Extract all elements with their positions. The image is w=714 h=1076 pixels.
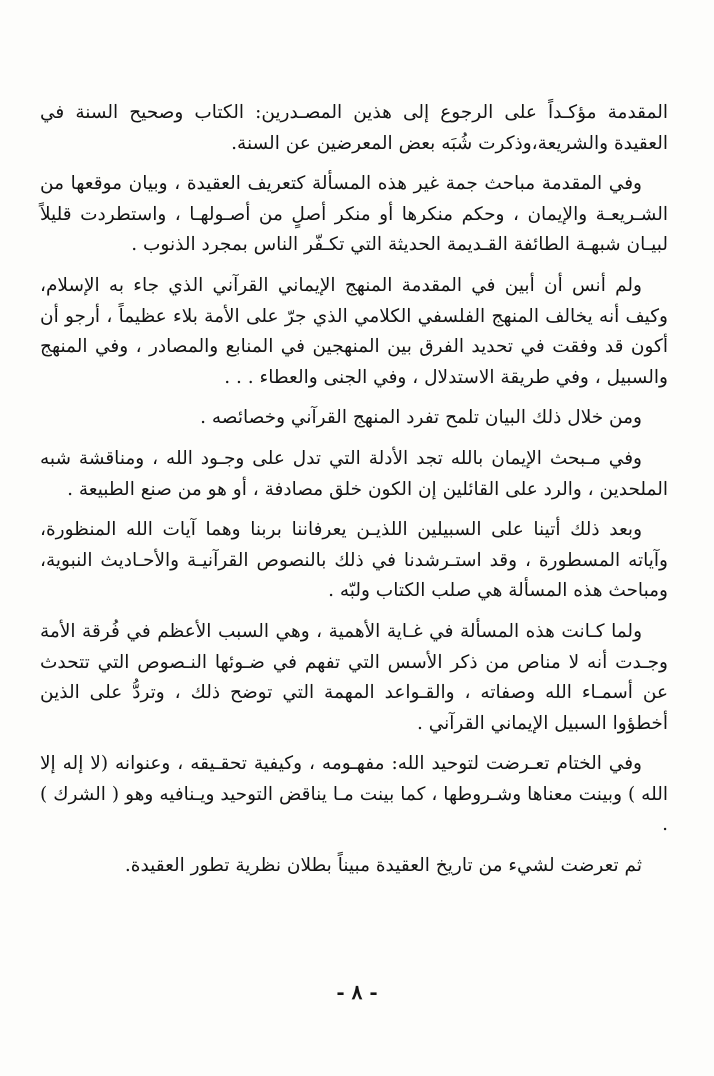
paragraph-3: ولم أنس أن أبين في المقدمة المنهج الإيماني القرآني الذي جاء به الإسلام، وكيف أنه يخالف المنهج الفلسفي الكلامي الذي جرّ على الأمة بلاء عظيماً ، أرجو أن أكون قد وفقت في تحديد الفرق بين المنهجين في المنابع والمصادر ، وفي المنهج والسبيل ، وفي طريقة الاستدلال ، وفي الجنى والعطاء . . .: [40, 274, 668, 388]
paragraph-7: ولما كـانت هذه المسألة في غـاية الأهمية ، وهي السبب الأعظم في فُرقة الأمة وجـدت أنه لا مناص من ذكر الأسس التي تفهم في ضـوئها النـصوص التي تتحدث عن أسمـاء الله وصفاته ، والقـواعد المهمة التي توضح ذلك ، وتردُّ على الذين أخطؤوا السبيل الإيماني القرآني .: [40, 620, 668, 734]
body-text: [40, 98, 668, 892]
paragraph-5: وفي مـبحث الإيمان بالله تجد الأدلة التي تدل على وجـود الله ، ومناقشة شبه الملحدين ، والرد على القائلين إن الكون خلق مصادفة ، أو هو من صنع الطبيعة .: [40, 447, 668, 500]
paragraph-4: ومن خلال ذلك البيان تلمح تفرد المنهج القرآني وخصائصه .: [200, 407, 642, 429]
paragraph-2: وفي المقدمة مباحث جمة غير هذه المسألة كتعريف العقيدة ، وبيان موقعها من الشـريعـة والإيمان ، وحكم منكرها أو منكر أصلٍ من أصـولهـا ، واستطردت قليلاً لبيـان شبهـة الطائفة القـديمة الحديثة التي تكـفّر الناس بمجرد الذنوب .: [40, 173, 668, 256]
paragraph-1: المقدمة مؤكـداً على الرجوع إلى هذين المصـدرين: الكتاب وصحيح السنة في العقيدة والشريعة،وذكرت شُبَه بعض المعرضين عن السنة.: [40, 102, 668, 154]
paragraph-8: وفي الختام تعـرضت لتوحيد الله: مفهـومه ، وكيفية تحقـيقه ، وعنوانه (لا إله إلا الله ) وبينت معناها وشـروطها ، كما بينت مـا يناقض التوحيد ويـنافيه وهو ( الشرك ) .: [40, 753, 668, 836]
page-number: - ٨ -: [336, 980, 378, 1004]
paragraph-9: ثم تعرضت لشيء من تاريخ العقيدة مبيناً بطلان نظرية تطور العقيدة.: [124, 855, 642, 877]
paragraph-6: وبعد ذلك أتينا على السبيلين اللذيـن يعرفاننا بربنا وهما آيات الله المنظورة، وآياته المسطورة ، وقد استـرشدنا في ذلك بالنصوص القرآنيـة والأحـاديث النبوية، ومباحث هذه المسألة هي صلب الكتاب ولبّه .: [40, 519, 668, 602]
